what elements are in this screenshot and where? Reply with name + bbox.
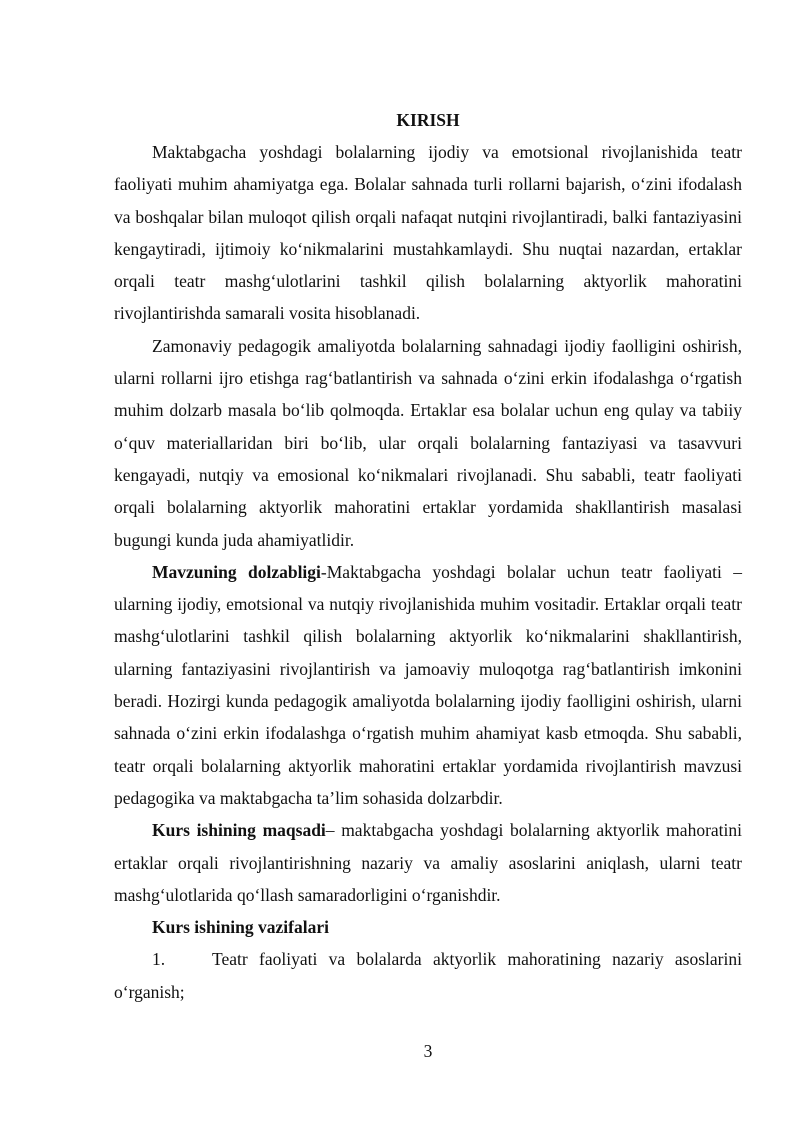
goal-label: Kurs ishining maqsadi [152,820,326,841]
task-number: 1. [152,949,166,970]
task-text: Teatr faoliyati va bolalarda aktyorlik mahoratining nazariy asoslarini o‘rganish; [114,949,742,1002]
relevance-paragraph [114,556,742,814]
task-item [114,943,742,1008]
relevance-text: -Maktabgacha yoshdagi bolalar uchun teatr faoliyati – ularning ijodiy, emotsional va nutqiy rivojlanishida muhim vositadir. Ertaklar orqali teatr mashg‘ulotlarini tashkil qilish bolalarning aktyorlik ko‘nikmalarini shakllantirish, ularning fantaziyasini rivojlantirish va jamoaviy muloqotga rag‘batlantirish imkonini beradi. Hozirgi kunda pedagogik amaliyotda bolalarning ijodiy faolligini oshirish, ularni sahnada o‘zini erkin ifodalashga o‘rgatish muhim ahamiyat kasb etmoqda. Shu sababli, teatr orqali bolalarning aktyorlik mahoratini ertaklar yordamida rivojlantirish mavzusi pedagogika va maktabgacha ta’lim sohasida dolzarbdir. [114,561,743,808]
section-title: KIRISH [396,110,460,130]
intro-paragraph-1: Maktabgacha yoshdagi bolalarning ijodiy va emotsional rivojlanishida teatr faoliyati muhim ahamiyatga ega. Bolalar sahnada turli rollarni bajarish, o‘zini ifodalash va boshqalar bilan muloqot qilish orqali nafaqat nutqini rivojlantiradi, balki fantaziyasini kengaytiradi, ijtimoiy ko‘nikmalarini mustahkamlaydi. Shu nuqtai nazardan, ertaklar orqali teatr mashg‘ulotlarini tashkil qilish bolalarning aktyorlik mahoratini rivojlantirishda samarali vosita hisoblanadi. [114,142,742,324]
tasks-heading: Kurs ishining vazifalari [152,917,329,938]
intro-paragraph-2: Zamonaviy pedagogik amaliyotda bolalarning sahnadagi ijodiy faolligini oshirish, ularni rollarni ijro etishga rag‘batlantirish va sahnada o‘zini erkin ifodalashga o‘rgatish muhim dolzarb masala bo‘lib qolmoqda. Ertaklar esa bolalar uchun eng qulay va tabiiy o‘quv materiallaridan biri bo‘lib, ular orqali bolalarning fantaziyasi va tasavvuri kengayadi, nutqiy va emosional ko‘nikmalari rivojlanadi. Shu sababli, teatr faoliyati orqali bolalarning aktyorlik mahoratini ertaklar yordamida shakllantirish masalasi bugungi kunda juda ahamiyatlidir. [114,335,742,550]
goal-paragraph [114,814,742,911]
page-number: 3 [423,1041,433,1061]
document-page [114,104,742,1008]
relevance-label: Mavzuning dolzabligi [152,561,321,582]
goal-text: – maktabgacha yoshdagi bolalarning aktyorlik mahoratini ertaklar orqali rivojlantirishning nazariy va amaliy asoslarini aniqlash, ularni teatr mashg‘ulotlarida qo‘llash samaradorligini o‘rganishdir. [114,820,742,905]
